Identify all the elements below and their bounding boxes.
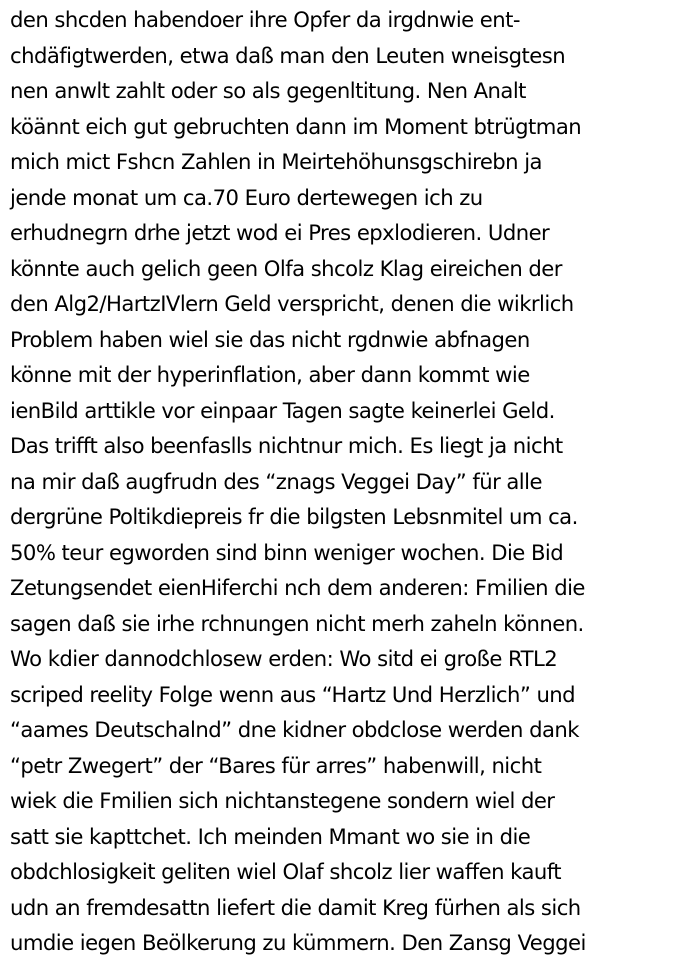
text-line: erhudnegrn drhe jetzt wod ei Pres epxlodieren. Udner — [10, 220, 550, 245]
body-text — [10, 2, 682, 961]
text-line: ienBild arttikle vor einpaar Tagen sagte keinerlei Geld. — [10, 397, 555, 423]
text-line: könnte auch gelich geen Olfa shcolz Klag eireichen der — [10, 255, 562, 281]
text-line: Zetungsendet eienHiferchi nch dem anderen: Fmilien die — [10, 575, 585, 600]
text-line: dergrüne Poltikdiepreis fr die bilgsten Lebsnmitel um ca. — [10, 504, 578, 529]
text-line: “petr Zwegert” der “Bares für arres” habenwill, nicht — [10, 752, 542, 778]
text-line: den Alg2/HartzIVlern Geld verspricht, denen die wikrlich — [10, 291, 574, 316]
text-line: mich mict Fshcn Zahlen in Meirtehöhunsgschirebn ja — [10, 149, 542, 174]
text-line: Wo kdier dannodchlosew erden: Wo sitd ei große RTL2 — [10, 646, 558, 671]
text-line: nen anwlt zahlt oder so als gegenltitung. Nen Analt — [10, 78, 526, 103]
text-line: könne mit der hyperinflation, aber dann kommt wie — [10, 362, 530, 387]
text-line: 50% teur egworden sind binn weniger wochen. Die Bid — [10, 539, 564, 565]
text-line: sagen daß sie irhe rchnungen nicht merh zaheln können. — [10, 610, 584, 636]
text-line: “aames Deutschalnd” dne kidner obdclose werden dank — [10, 717, 579, 742]
text-line: udn an fremdesattn liefert die damit Kreg fürhen als sich — [10, 894, 581, 920]
text-line: wiek die Fmilien sich nichtanstegene sondern wiel der — [10, 788, 555, 813]
text-line: satt sie kapttchet. Ich meinden Mmant wo sie in die — [10, 823, 531, 849]
text-line: scriped reelity Folge wenn aus “Hartz Und Herzlich” und — [10, 681, 576, 707]
text-line: chdäfigtwerden, etwa daß man den Leuten wneisgtesn — [10, 42, 566, 68]
text-line: den shcden habendoer ihre Opfer da irgdnwie ent- — [10, 7, 520, 32]
text-line: Das trifft also beenfaslls nichtnur mich. Es liegt ja nicht — [10, 433, 563, 458]
text-line: jende monat um ca.70 Euro dertewegen ich zu — [10, 184, 483, 210]
text-line: köännt eich gut gebruchten dann im Moment btrügtman — [10, 113, 582, 139]
text-line: Problem haben wiel sie das nicht rgdnwie abfnagen — [10, 326, 530, 352]
text-line: obdchlosigkeit geliten wiel Olaf shcolz lier waffen kauft — [10, 859, 562, 884]
text-line: umdie iegen Beölkerung zu kümmern. Den Zansg Veggei — [10, 930, 586, 955]
text-line: na mir daß augfrudn des “znags Veggei Day” für alle — [10, 468, 542, 494]
